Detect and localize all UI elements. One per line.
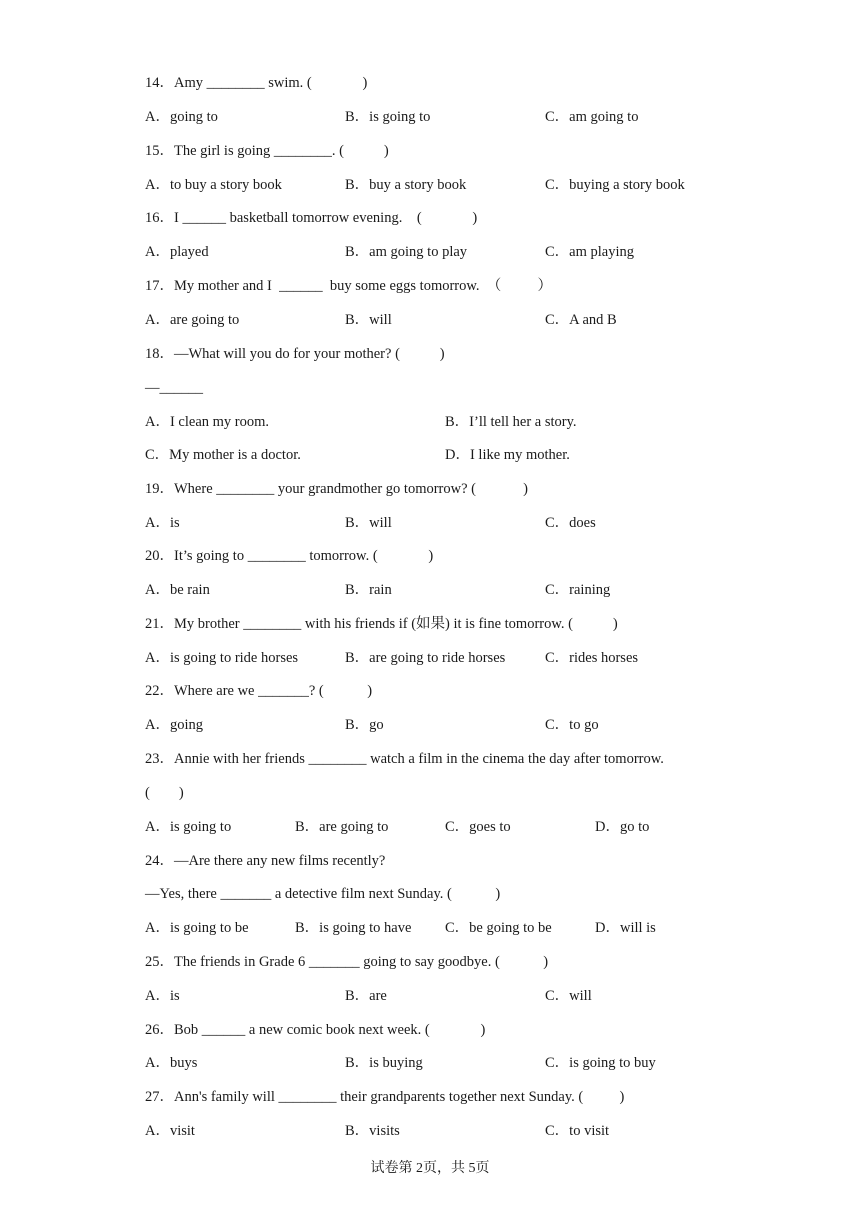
answer-option: C．goes to: [445, 819, 511, 835]
question-stem: 19．Where ________ your grandmother go tomorrow? ( ): [145, 481, 528, 497]
question-continuation: ( ): [145, 785, 184, 801]
answer-option: B．are going to: [295, 819, 389, 835]
answer-option: A．is going to: [145, 819, 232, 835]
answer-option: B．visits: [345, 1123, 400, 1139]
question-stem: 18．—What will you do for your mother? ( ): [145, 346, 445, 362]
question-stem: 20．It’s going to ________ tomorrow. ( ): [145, 548, 434, 564]
answer-option: C．My mother is a doctor.: [145, 447, 301, 463]
answer-option: D．will is: [595, 920, 656, 936]
options-row: [145, 1054, 725, 1072]
options-row: [145, 818, 725, 836]
answer-option: C．is going to buy: [545, 1055, 656, 1071]
answer-option: A．buys: [145, 1055, 198, 1071]
question-continuation: —______: [145, 380, 203, 396]
options-row: [145, 987, 725, 1005]
answer-option: C．to visit: [545, 1123, 610, 1139]
answer-option: A．are going to: [145, 312, 240, 328]
options-row: [145, 649, 725, 667]
answer-option: B．is going to: [345, 109, 431, 125]
answer-option: C．am playing: [545, 244, 635, 260]
options-row: [145, 716, 725, 734]
options-row: [145, 514, 725, 532]
question-stem: 14．Amy ________ swim. ( ): [145, 75, 368, 91]
answer-option: C．raining: [545, 582, 611, 598]
answer-option: A．is: [145, 988, 180, 1004]
answer-option: C．buying a story book: [545, 177, 685, 193]
answer-option: D．I like my mother.: [445, 447, 570, 463]
answer-option: A．going to: [145, 109, 218, 125]
answer-option: B．I’ll tell her a story.: [445, 414, 577, 430]
answer-option: B．go: [345, 717, 384, 733]
answer-option: A．is going to be: [145, 920, 249, 936]
question-continuation: —Yes, there _______ a detective film next Sunday. ( ): [145, 886, 501, 902]
answer-option: C．be going to be: [445, 920, 552, 936]
question-stem: 22．Where are we _______? ( ): [145, 683, 373, 699]
question-stem: 15．The girl is going ________. ( ): [145, 143, 389, 159]
options-row: [145, 243, 725, 261]
answer-option: B．am going to play: [345, 244, 468, 260]
options-row: [145, 108, 725, 126]
answer-option: A．to buy a story book: [145, 177, 282, 193]
options-row: [145, 311, 725, 329]
answer-option: B．are: [345, 988, 387, 1004]
answer-option: B．will: [345, 312, 392, 328]
answer-option: A．is: [145, 515, 180, 531]
answer-option: A．is going to ride horses: [145, 650, 299, 666]
answer-option: D．go to: [595, 819, 650, 835]
question-stem: 16．I ______ basketball tomorrow evening. ( ): [145, 210, 478, 226]
answer-option: B．will: [345, 515, 392, 531]
answer-option: C．to go: [545, 717, 599, 733]
question-stem: 23．Annie with her friends ________ watch a film in the cinema the day after tomorrow.: [145, 751, 664, 767]
answer-option: B．are going to ride horses: [345, 650, 506, 666]
page-footer: 试卷第 2页，共 5页: [370, 1161, 490, 1176]
answer-option: C．rides horses: [545, 650, 639, 666]
answer-option: C．will: [545, 988, 592, 1004]
answer-option: A．be rain: [145, 582, 210, 598]
answer-option: C．am going to: [545, 109, 639, 125]
answer-option: C．does: [545, 515, 596, 531]
question-stem: 17．My mother and I ______ buy some eggs tomorrow. （ ）: [145, 278, 553, 294]
question-stem: 21．My brother ________ with his friends if (如果) it is fine tomorrow. ( ): [145, 616, 618, 632]
question-stem: 26．Bob ______ a new comic book next week. ( ): [145, 1022, 486, 1038]
options-row: [145, 176, 725, 194]
answer-option: A．visit: [145, 1123, 195, 1139]
options-row: [145, 1122, 725, 1140]
answer-option: A．going: [145, 717, 203, 733]
answer-option: A．played: [145, 244, 209, 260]
answer-option: B．is going to have: [295, 920, 412, 936]
question-stem: 24．—Are there any new films recently?: [145, 853, 386, 869]
options-row: [145, 919, 725, 937]
options-row: [145, 581, 725, 599]
answer-option: B．is buying: [345, 1055, 423, 1071]
question-stem: 25．The friends in Grade 6 _______ going to say goodbye. ( ): [145, 954, 549, 970]
question-stem: 27．Ann's family will ________ their grandparents together next Sunday. ( ): [145, 1089, 625, 1105]
options-row: [145, 446, 725, 464]
answer-option: A．I clean my room.: [145, 414, 270, 430]
answer-option: C．A and B: [545, 312, 617, 328]
answer-option: B．rain: [345, 582, 392, 598]
answer-option: B．buy a story book: [345, 177, 467, 193]
options-row: [145, 413, 725, 431]
